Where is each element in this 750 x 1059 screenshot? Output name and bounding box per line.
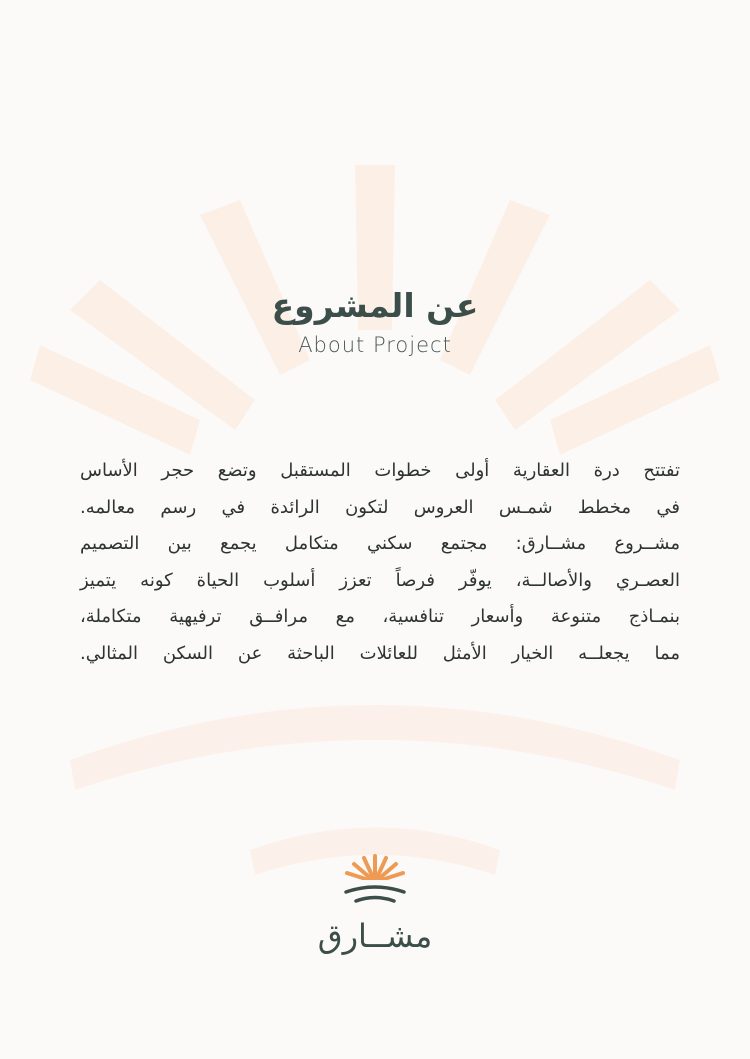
body-line: تفتتح درة العقارية أولى خطوات المستقبل وتضع حجر الأساس	[80, 460, 680, 481]
logo-wordmark: مشــارق	[317, 917, 433, 955]
title-arabic: عن المشروع	[271, 286, 479, 325]
mashariq-logo	[317, 852, 433, 962]
body-line: في مخطط شمـس العروس لتكون الرائدة في رسم معالمه.	[80, 496, 680, 518]
body-line: العصـري والأصالــة، يوفّر فرصاً تعزز أسلوب الحياة كونه يتميز	[80, 569, 680, 591]
body-line: بنمـاذج متنوعة وأسعار تنافسية، مع مرافــق ترفيهية متكاملة،	[80, 606, 680, 628]
sunrise-icon	[340, 852, 410, 906]
title-english: About Project	[298, 333, 452, 357]
body-line: مشــروع مشــارق: مجتمع سكني متكامل يجمع بين التصميم	[80, 533, 680, 555]
body-line: مما يجعلــه الخيار الأمثل للعائلات الباحثة عن السكن المثالي.	[80, 642, 680, 664]
body-paragraph	[80, 453, 680, 673]
